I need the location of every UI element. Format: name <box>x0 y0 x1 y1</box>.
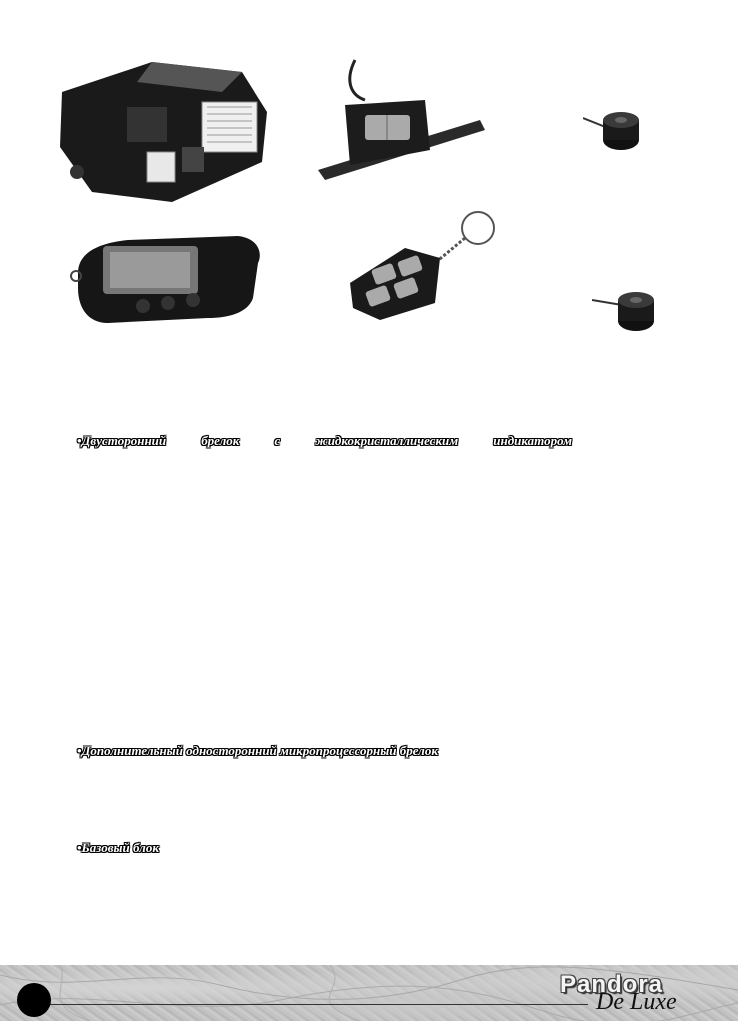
base-unit-photo <box>52 52 274 207</box>
lcd-fob-photo <box>68 228 268 328</box>
brand-logo-subtitle: De Luxe <box>596 989 677 1015</box>
heading-two-way-lcd-fob: •Двусторонний брелок с жидкокристаллическим индикатором <box>77 433 572 448</box>
small-sensor-bottom-photo <box>592 285 662 335</box>
heading-base-unit: •Базовый блок <box>77 840 159 855</box>
shock-sensor-photo <box>315 55 490 185</box>
brand-logo: Pandora <box>560 971 664 998</box>
heading-extra-one-way-fob: •Дополнительный односторонний микропроцессорный брелок <box>77 743 438 758</box>
page-marker-circle <box>17 983 51 1017</box>
page-footer <box>0 965 738 1021</box>
small-sensor-top-photo <box>583 108 643 153</box>
one-way-fob-photo <box>345 208 500 326</box>
footer-rule <box>40 1004 588 1005</box>
product-photos <box>0 0 738 340</box>
